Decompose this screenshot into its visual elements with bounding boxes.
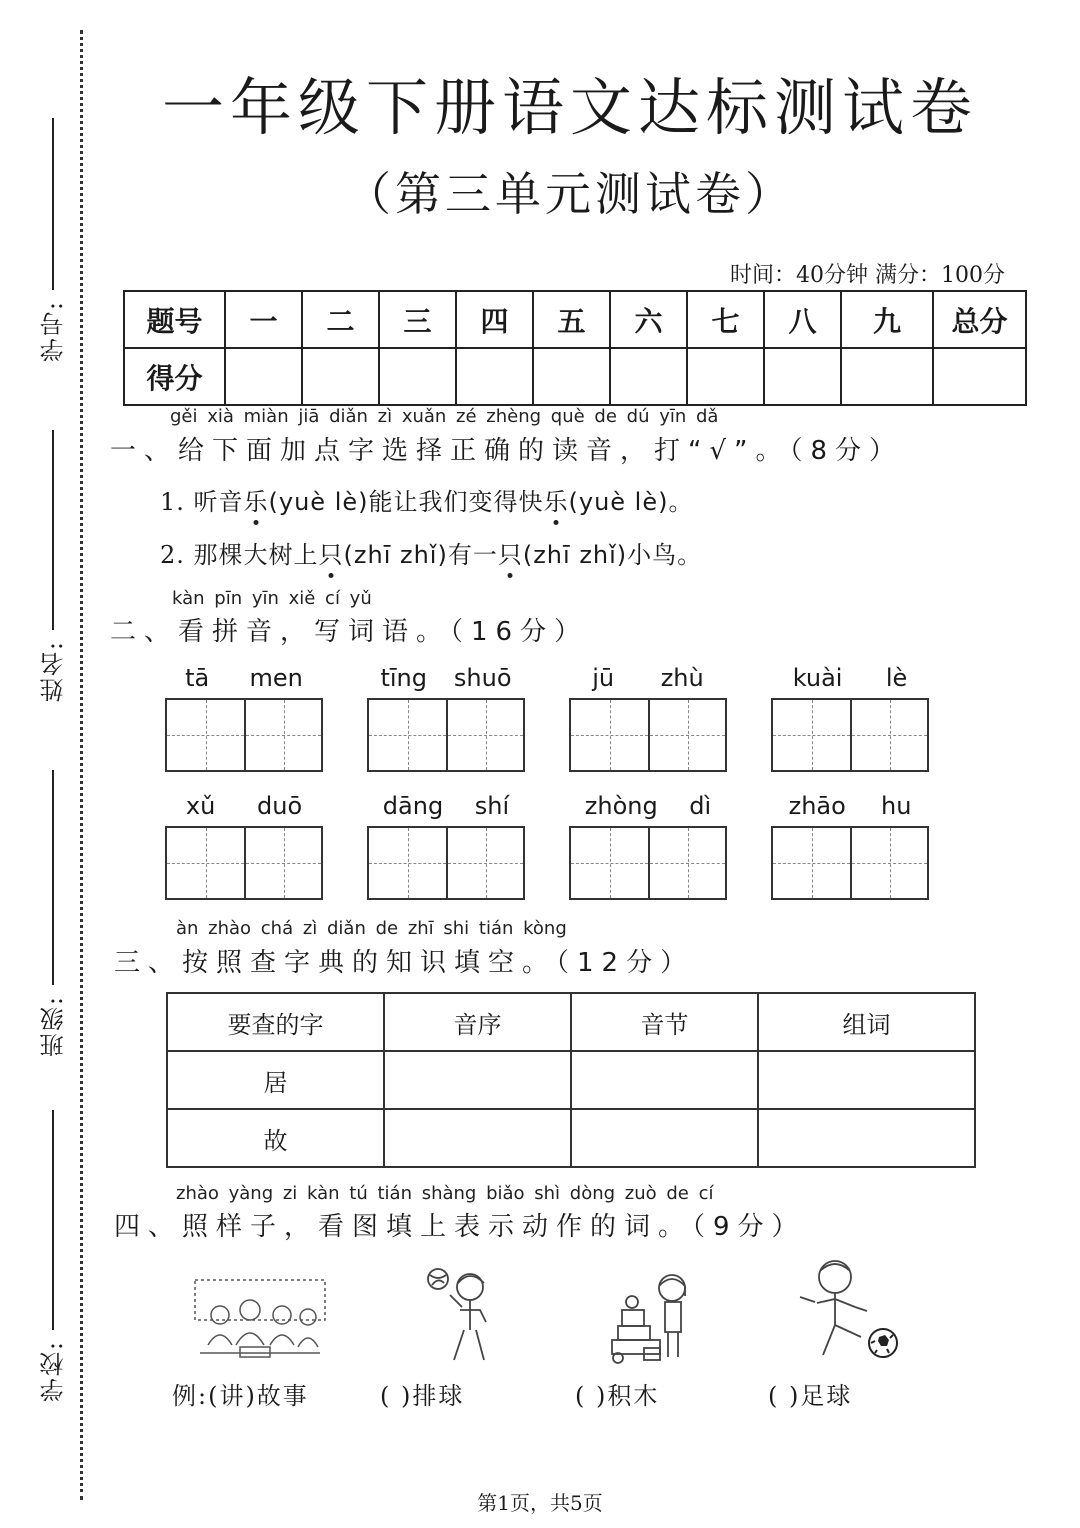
dict-row xyxy=(167,1109,975,1167)
volleyball-girl-illustration xyxy=(420,1265,510,1365)
storytelling-group-illustration xyxy=(190,1275,330,1365)
score-input-cell[interactable] xyxy=(687,348,764,405)
score-input-cell[interactable] xyxy=(456,348,533,405)
score-value-row xyxy=(124,348,1026,405)
dict-answer-cell[interactable] xyxy=(384,1109,571,1167)
score-input-cell[interactable] xyxy=(841,348,933,405)
writing-box[interactable] xyxy=(571,828,648,898)
pinyin: zhù xyxy=(660,664,704,692)
pinyin: shuō xyxy=(453,664,512,692)
soccer-boy-illustration xyxy=(795,1255,905,1365)
blocks-blank[interactable]: ( )积木 xyxy=(575,1382,660,1410)
pinyin: dāng xyxy=(382,792,444,820)
school-label: 学校: xyxy=(40,1340,68,1403)
cut-line xyxy=(80,30,83,1500)
pinyin: duō xyxy=(257,792,303,820)
word-grid xyxy=(771,664,929,772)
dict-header: 组词 xyxy=(758,993,975,1051)
section2-pinyin: kàn pīn yīn xiě cí yǔ xyxy=(172,588,372,609)
writing-box[interactable] xyxy=(244,828,321,898)
writing-box[interactable] xyxy=(244,700,321,770)
writing-box[interactable] xyxy=(571,700,648,770)
dict-answer-cell[interactable] xyxy=(758,1109,975,1167)
writing-box[interactable] xyxy=(446,700,523,770)
dict-header-row xyxy=(167,993,975,1051)
dict-answer-cell[interactable] xyxy=(384,1051,571,1109)
section4-heading: 四、照样子，看图填上表示动作的词。（9分） xyxy=(114,1212,806,1242)
pinyin: lè xyxy=(885,664,908,692)
pinyin: men xyxy=(249,664,303,692)
dict-row xyxy=(167,1051,975,1109)
section3-pinyin: àn zhào chá zì diǎn de zhī shi tián kòng xyxy=(176,918,567,939)
dict-answer-cell[interactable] xyxy=(571,1109,758,1167)
score-table xyxy=(123,290,1027,406)
dotted-char: 乐 xyxy=(544,482,569,517)
q-options[interactable]: (zhī zhǐ)小鸟。 xyxy=(522,541,703,569)
soccer-blank[interactable]: ( )足球 xyxy=(768,1382,853,1410)
pinyin: xǔ xyxy=(185,792,216,820)
pinyin: jū xyxy=(592,664,615,692)
writing-box[interactable] xyxy=(167,828,244,898)
score-input-cell[interactable] xyxy=(933,348,1026,405)
pinyin: shí xyxy=(474,792,510,820)
section1-pinyin: gěi xià miàn jiā diǎn zì xuǎn zé zhèng què de dú yīn dǎ xyxy=(170,406,719,427)
dotted-char: 只 xyxy=(319,535,344,570)
word-grid xyxy=(165,792,323,900)
writing-box[interactable] xyxy=(369,828,446,898)
time-and-score: 时间：40分钟 满分：100分 xyxy=(730,263,1005,288)
example-phrase: 例:(讲)故事 xyxy=(172,1382,309,1410)
building-blocks-girl-illustration xyxy=(610,1270,700,1365)
pinyin: tīng xyxy=(380,664,427,692)
section2-heading: 二、看拼音，写词语。（16分） xyxy=(110,617,589,647)
dict-header: 要查的字 xyxy=(167,993,384,1051)
score-input-cell[interactable] xyxy=(533,348,610,405)
score-cell: 题号 xyxy=(124,291,225,348)
q-text: 2. 那棵大树上 xyxy=(160,541,319,569)
class-line xyxy=(52,770,54,985)
word-grid xyxy=(569,792,727,900)
score-input-cell[interactable] xyxy=(302,348,379,405)
score-cell: 四 xyxy=(456,291,533,348)
score-input-cell[interactable] xyxy=(764,348,841,405)
name-label: 姓名: xyxy=(40,640,68,703)
pinyin: hu xyxy=(880,792,912,820)
q-options[interactable]: (zhī zhǐ)有一 xyxy=(343,541,498,569)
student-id-label: 学号: xyxy=(40,300,68,363)
class-label: 班级: xyxy=(40,995,68,1058)
writing-box[interactable] xyxy=(446,828,523,898)
score-cell: 八 xyxy=(764,291,841,348)
writing-box[interactable] xyxy=(850,700,927,770)
score-cell: 总分 xyxy=(933,291,1026,348)
volleyball-blank[interactable]: ( )排球 xyxy=(380,1382,465,1410)
q-text: 1. 听音 xyxy=(160,488,244,516)
writing-box[interactable] xyxy=(648,700,725,770)
writing-box[interactable] xyxy=(648,828,725,898)
score-cell: 一 xyxy=(225,291,302,348)
word-grid xyxy=(771,792,929,900)
score-cell: 三 xyxy=(379,291,456,348)
writing-box[interactable] xyxy=(167,700,244,770)
writing-box[interactable] xyxy=(773,700,850,770)
score-input-cell[interactable] xyxy=(610,348,687,405)
dotted-char: 乐 xyxy=(244,482,269,517)
pinyin: kuài xyxy=(792,664,843,692)
dict-answer-cell[interactable] xyxy=(571,1051,758,1109)
section4-pinyin: zhào yàng zi kàn tú tián shàng biǎo shì dòng zuò de cí xyxy=(176,1183,714,1204)
word-grid xyxy=(569,664,727,772)
writing-box[interactable] xyxy=(850,828,927,898)
dict-char: 居 xyxy=(167,1051,384,1109)
score-cell: 六 xyxy=(610,291,687,348)
section1-heading: 一、给下面加点字选择正确的读音，打“√”。（8分） xyxy=(110,436,904,466)
writing-box[interactable] xyxy=(773,828,850,898)
writing-box[interactable] xyxy=(369,700,446,770)
page-footer: 第1页，共5页 xyxy=(477,1491,603,1515)
page-subtitle: （第三单元测试卷） xyxy=(345,167,795,221)
dictionary-table xyxy=(166,992,976,1168)
score-row-label: 得分 xyxy=(124,348,225,405)
name-line xyxy=(52,430,54,630)
word-grid xyxy=(165,664,323,772)
score-input-cell[interactable] xyxy=(379,348,456,405)
q-options[interactable]: (yuè lè)。 xyxy=(568,488,694,516)
question-1-1 xyxy=(160,482,693,517)
school-line xyxy=(52,1110,54,1330)
word-grid xyxy=(367,792,525,900)
pinyin: tā xyxy=(185,664,210,692)
pinyin: zhòng xyxy=(584,792,658,820)
dict-answer-cell[interactable] xyxy=(758,1051,975,1109)
pinyin: dì xyxy=(689,792,712,820)
question-1-2 xyxy=(160,535,702,570)
score-cell: 五 xyxy=(533,291,610,348)
score-header-row xyxy=(124,291,1026,348)
score-cell: 九 xyxy=(841,291,933,348)
score-cell: 七 xyxy=(687,291,764,348)
dict-char: 故 xyxy=(167,1109,384,1167)
page-title: 一年级下册语文达标测试卷 xyxy=(161,71,978,144)
section3-heading: 三、按照查字典的知识填空。（12分） xyxy=(114,948,695,978)
q-options[interactable]: (yuè lè)能让我们变得快 xyxy=(268,488,544,516)
word-grid xyxy=(367,664,525,772)
pinyin: zhāo xyxy=(788,792,846,820)
dict-header: 音节 xyxy=(571,993,758,1051)
score-cell: 二 xyxy=(302,291,379,348)
dotted-char: 只 xyxy=(498,535,523,570)
score-input-cell[interactable] xyxy=(225,348,302,405)
dict-header: 音序 xyxy=(384,993,571,1051)
